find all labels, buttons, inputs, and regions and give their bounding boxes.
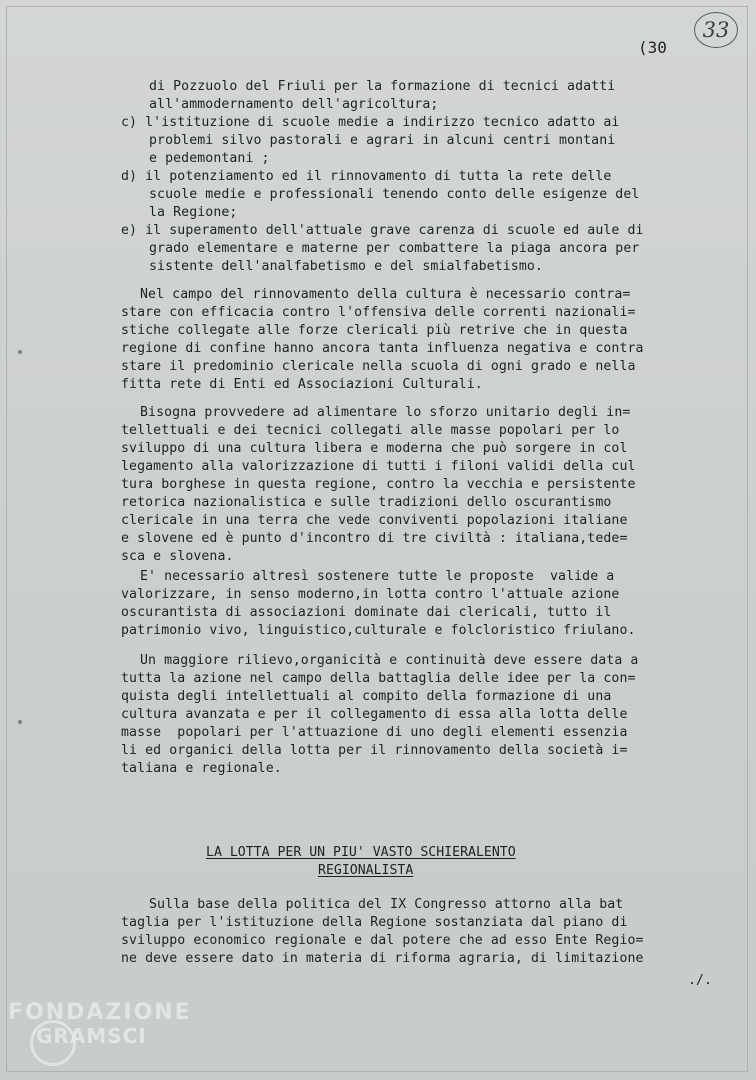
text-line: Nel campo del rinnovamento della cultura è necessario contra= — [140, 287, 631, 302]
text-line: e pedemontani ; — [149, 151, 270, 166]
text-line: stare il predominio clericale nella scuola di ogni grado e nella — [121, 359, 636, 374]
section-heading: REGIONALISTA — [318, 863, 414, 878]
text-line: patrimonio vivo, linguistico,culturale e folcloristico friulano. — [121, 623, 636, 638]
text-line: sistente dell'analfabetismo e del smialfabetismo. — [149, 259, 543, 274]
text-line: masse popolari per l'attuazione di uno degli elementi essenzia — [121, 725, 628, 740]
text-line: sviluppo economico regionale e dal potere che ad esso Ente Regio= — [121, 933, 644, 948]
text-line: taliana e regionale. — [121, 761, 282, 776]
text-line: tutta la azione nel campo della battaglia delle idee per la con= — [121, 671, 636, 686]
watermark-text: GRAMSCI — [36, 1024, 147, 1048]
text-line: sca e slovena. — [121, 549, 234, 564]
text-line: taglia per l'istituzione della Regione sostanziata dal piano di — [121, 915, 628, 930]
text-line: fitta rete di Enti ed Associazioni Culturali. — [121, 377, 483, 392]
margin-mark — [18, 350, 22, 354]
text-line: di Pozzuolo del Friuli per la formazione di tecnici adatti — [149, 79, 616, 94]
text-line: Sulla base della politica del IX Congresso attorno alla bat — [149, 897, 624, 912]
text-line: e slovene ed è punto d'incontro di tre civiltà : italiana,tede= — [121, 531, 628, 546]
text-line: c) l'istituzione di scuole medie a indirizzo tecnico adatto ai — [121, 115, 620, 130]
circled-page-number: 33 — [694, 12, 738, 48]
text-line: sviluppo di una cultura libera e moderna che può sorgere in col — [121, 441, 628, 456]
text-line: cultura avanzata e per il collegamento di essa alla lotta delle — [121, 707, 628, 722]
text-line: tura borghese in questa regione, contro la vecchia e persistente — [121, 477, 636, 492]
text-line: stare con efficacia contro l'offensiva delle correnti nazionali= — [121, 305, 636, 320]
continuation-mark: ./. — [688, 973, 713, 988]
page-number: (30 — [638, 38, 667, 57]
text-line: li ed organici della lotta per il rinnovamento della società i= — [121, 743, 628, 758]
text-line: problemi silvo pastorali e agrari in alcuni centri montani — [149, 133, 616, 148]
text-line: clericale in una terra che vede conviventi popolazioni italiane — [121, 513, 628, 528]
text-line: oscurantista di associazioni dominate dai clericali, tutto il — [121, 605, 612, 620]
text-line: stiche collegate alle forze clericali più retrive che in questa — [121, 323, 628, 338]
text-line: quista degli intellettuali al compito della formazione di una — [121, 689, 612, 704]
watermark-text: FONDAZIONE — [8, 1000, 192, 1025]
text-line: la Regione; — [149, 205, 238, 220]
text-line: Bisogna provvedere ad alimentare lo sforzo unitario degli in= — [140, 405, 631, 420]
text-line: e) il superamento dell'attuale grave carenza di scuole ed aule di — [121, 223, 644, 238]
text-line: E' necessario altresì sostenere tutte le proposte valide a — [140, 569, 615, 584]
text-line: grado elementare e materne per combattere la piaga ancora per — [149, 241, 640, 256]
text-line: valorizzare, in senso moderno,in lotta contro l'attuale azione — [121, 587, 620, 602]
text-line: scuole medie e professionali tenendo conto delle esigenze del — [149, 187, 640, 202]
section-heading: LA LOTTA PER UN PIU' VASTO SCHIERALENTO — [206, 845, 516, 860]
text-line: d) il potenziamento ed il rinnovamento di tutta la rete delle — [121, 169, 612, 184]
text-line: Un maggiore rilievo,organicità e continuità deve essere data a — [140, 653, 639, 668]
text-line: tellettuali e dei tecnici collegati alle masse popolari per lo — [121, 423, 620, 438]
text-line: ne deve essere dato in materia di riforma agraria, di limitazione — [121, 951, 644, 966]
text-line: retorica nazionalistica e sulle tradizioni dello oscurantismo — [121, 495, 612, 510]
text-line: all'ammodernamento dell'agricoltura; — [149, 97, 439, 112]
margin-mark — [18, 720, 22, 724]
text-line: legamento alla valorizzazione di tutti i filoni validi della cul — [121, 459, 636, 474]
text-line: regione di confine hanno ancora tanta influenza negativa e contra — [121, 341, 644, 356]
